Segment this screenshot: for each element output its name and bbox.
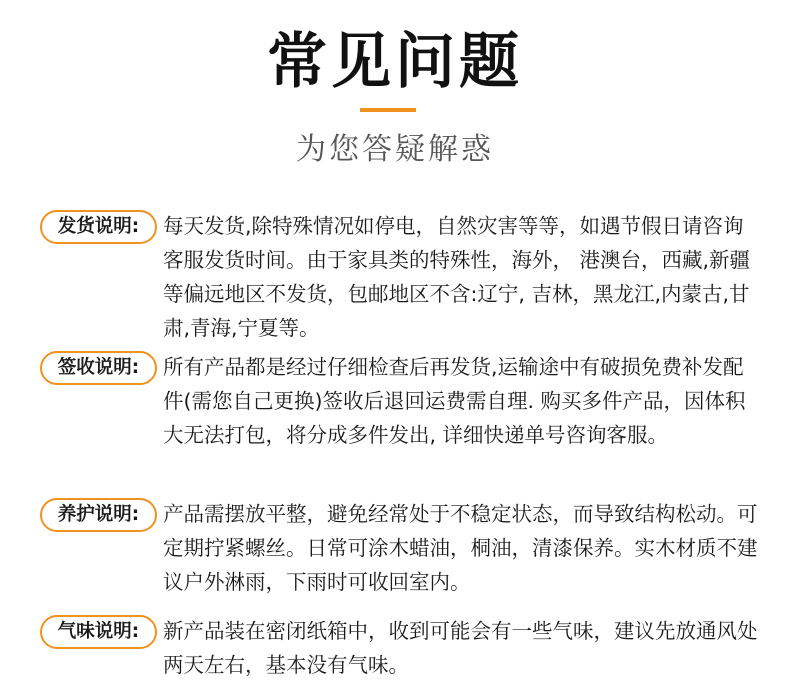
shipping-label-badge: 发货说明: <box>40 210 157 244</box>
faq-item-odor <box>40 614 760 682</box>
odor-description: 新产品装在密闭纸箱中，收到可能会有一些气味，建议先放通风处两天左右，基本没有气味。 <box>163 619 758 677</box>
odor-label-badge: 气味说明: <box>40 615 157 649</box>
page-subtitle: 为您答疑解惑 <box>296 132 494 167</box>
receipt-label-badge: 签收说明: <box>40 351 157 385</box>
shipping-description: 每天发货,除特殊情况如停电，自然灾害等等，如遇节假日请咨询客服发货时间。由于家具类的特殊性，海外， 港澳台，西藏,新疆等偏远地区不发货，包邮地区不含:辽宁, 吉林，黑龙江,内蒙古,甘肃,青海,宁夏等。 <box>163 214 751 340</box>
title-underline-accent <box>360 108 416 112</box>
faq-item-care <box>40 497 760 599</box>
faq-item-receipt <box>40 350 760 452</box>
receipt-description: 所有产品都是经过仔细检查后再发货,运输途中有破损免费补发配件(需您自己更换)签收后退回运费需自理. 购买多件产品，因体积大无法打包，将分成多件发出, 详细快递单号咨询客服。 <box>163 355 746 447</box>
care-label-badge: 养护说明: <box>40 498 157 532</box>
page-title: 常见问题 <box>267 27 523 97</box>
faq-item-shipping <box>40 209 760 345</box>
care-description: 产品需摆放平整，避免经常处于不稳定状态，而导致结构松动。可定期拧紧螺丝。日常可涂木蜡油，桐油，清漆保养。实木材质不建议户外淋雨，下雨时可收回室内。 <box>163 502 758 594</box>
